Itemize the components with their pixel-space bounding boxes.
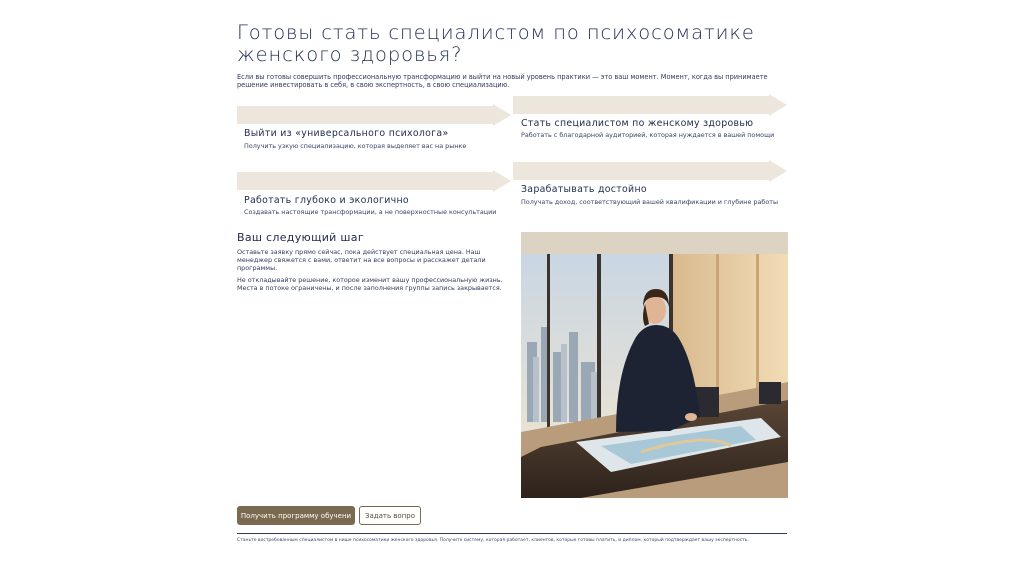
benefit-title-2: Стать специалистом по женскому здоровью <box>521 118 754 129</box>
next-step-title: Ваш следующий шаг <box>237 231 364 244</box>
benefit-title-4: Зарабатывать достойно <box>521 184 647 195</box>
benefit-desc-4: Получать доход, соответствующий вашей квалификации и глубине работы <box>521 198 779 206</box>
benefit-title-3: Работать глубоко и экологично <box>244 195 409 206</box>
get-program-button[interactable]: Получить программу обучени <box>237 506 355 525</box>
benefit-desc-1: Получить узкую специализацию, которая выделяет вас на рынке <box>244 142 467 150</box>
benefit-arrow-4 <box>513 160 787 182</box>
benefit-arrow-2 <box>513 94 787 116</box>
office-photo <box>521 232 788 498</box>
footer-divider <box>237 533 787 534</box>
ask-question-button[interactable]: Задать вопро <box>359 506 421 525</box>
next-step-paragraph-2: Не откладывайте решение, которое изменит вашу профессиональную жизнь. Места в потоке ограничены, и после заполнения группы запись закрывается. <box>237 276 503 293</box>
next-step-paragraph-1: Оставьте заявку прямо сейчас, пока действует специальная цена. Наш менеджер свяжется с вами, ответит на все вопросы и расскажет детали программы. <box>237 248 486 273</box>
benefit-arrow-1 <box>237 104 511 126</box>
benefit-arrow-3 <box>237 170 511 192</box>
benefit-desc-3: Создавать настоящие трансформации, а не поверхностные консультации <box>244 208 497 216</box>
footer-text: Станьте востребованным специалистом в нише психосоматики женского здоровья. Получите систему, которая работает, клиентов, которые готовы платить, и диплом, который подтверждает вашу экспертность. <box>237 538 749 543</box>
benefit-desc-2: Работать с благодарной аудиторией, которая нуждается в вашей помощи <box>521 131 775 139</box>
page-title: Готовы стать специалистом по психосоматике женского здоровья? <box>237 21 755 66</box>
intro-text: Если вы готовы совершить профессиональную трансформацию и выйти на новый уровень практики — это ваш момент. Момент, когда вы принимаете решение инвестировать в себя, в свою экспертность, в свою специализацию. <box>237 73 768 90</box>
benefit-title-1: Выйти из «универсального психолога» <box>244 128 449 139</box>
